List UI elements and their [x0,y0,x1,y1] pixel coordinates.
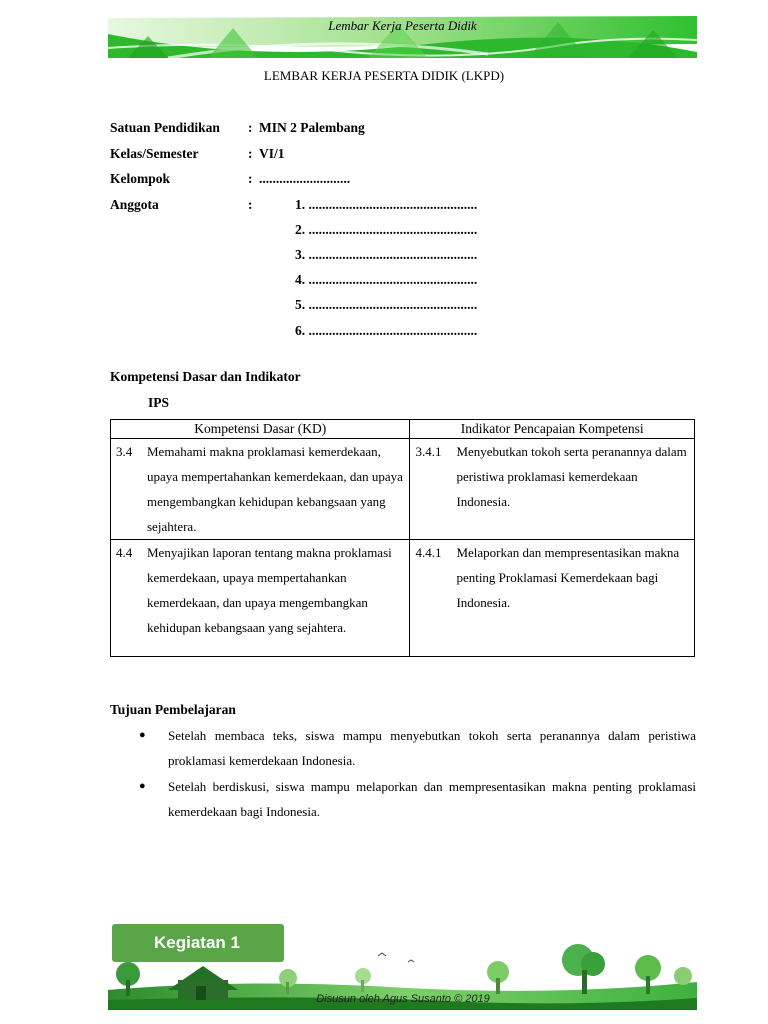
table-row [111,540,695,657]
info-colon: : [248,120,253,135]
member-line-5: 5. .................................................. [295,297,478,312]
table-row [111,439,695,540]
indicator-number: 4.4.1 [415,545,442,560]
goal-text: Setelah berdiskusi, siswa mampu melaporkan dan mempresentasikan makna penting proklamasi kemerdekaan bagi Indonesia. [168,779,696,819]
indicator-cell [410,439,695,540]
info-label: Kelas/Semester [110,146,199,161]
indicator-text: Melaporkan dan mempresentasikan makna penting Proklamasi Kemerdekaan bagi Indonesia. [456,545,680,610]
indicator-text: Menyebutkan tokoh serta peranannya dalam peristiwa proklamasi kemerdekaan Indonesia. [456,444,687,509]
kd-text: Menyajikan laporan tentang makna proklamasi kemerdekaan, upaya mempertahankan kemerdekaan, dan upaya mengembangkan kehidupan kebangsaan yang sejahtera. [147,545,392,635]
kd-number: 3.4 [116,444,133,459]
info-label: Kelompok [110,171,171,186]
kd-number: 4.4 [116,545,133,560]
footer-credit: Disusun oleh Agus Susanto © 2019 [316,993,490,1005]
member-line-2: 2. .................................................. [295,222,478,237]
kd-table-header-row [111,420,695,439]
info-colon: : [248,197,253,212]
subject-label: IPS [148,395,170,410]
kd-section-heading: Kompetensi Dasar dan Indikator [110,369,301,384]
member-line-3: 3. .................................................. [295,247,478,262]
header-title: Lembar Kerja Peserta Didik [328,18,477,33]
indicator-cell [410,540,695,657]
info-label: Satuan Pendidikan [110,120,220,135]
kd-text: Memahami makna proklamasi kemerdekaan, upaya mempertahankan kemerdekaan, dan upaya mengembangkan kehidupan kebangsaan yang sejahtera. [147,444,403,534]
member-line-1: 1. .................................................. [295,197,478,212]
info-value-class: VI/1 [259,146,285,161]
bullet-icon: ● [139,729,146,741]
kd-header: Kompetensi Dasar (KD) [111,420,410,439]
member-line-4: 4. .................................................. [295,272,478,287]
info-colon: : [248,146,253,161]
kd-cell [111,439,410,540]
bullet-icon: ● [139,780,146,792]
document-title: LEMBAR KERJA PESERTA DIDIK (LKPD) [263,68,505,83]
info-colon: : [248,171,253,186]
indicator-header: Indikator Pencapaian Kompetensi [410,420,695,439]
kd-table [110,419,695,657]
header-banner [108,14,697,58]
kegiatan-banner: Kegiatan 1 [112,924,284,962]
member-line-6: 6. .................................................. [295,323,478,338]
info-value-group: ........................... [259,171,351,186]
info-value-school: MIN 2 Palembang [259,120,365,135]
indicator-number: 3.4.1 [415,444,442,459]
list-item [139,774,696,824]
goals-heading: Tujuan Pembelajaran [110,702,236,717]
info-label: Anggota [110,197,159,212]
goal-text: Setelah membaca teks, siswa mampu menyebutkan tokoh serta peranannya dalam peristiwa proklamasi kemerdekaan Indonesia. [168,728,696,768]
kd-cell [111,540,410,657]
list-item [139,723,696,773]
